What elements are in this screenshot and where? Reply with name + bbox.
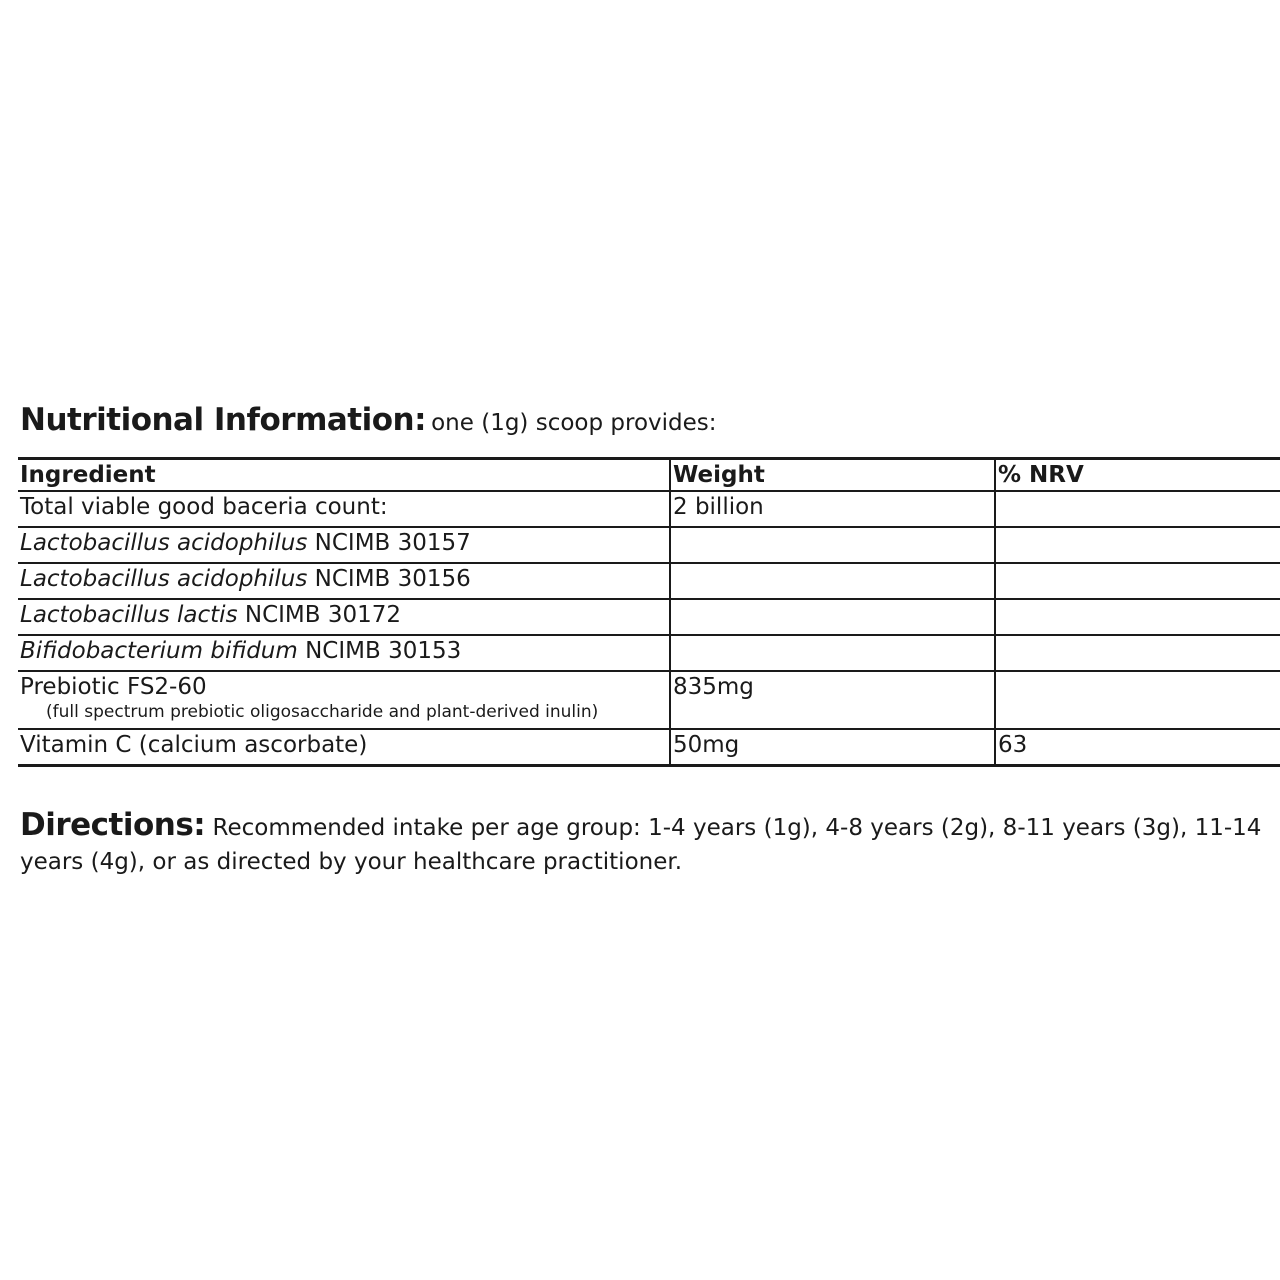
- nutrition-heading: [20, 402, 1260, 438]
- nrv-cell: [995, 599, 1280, 635]
- weight-cell: [670, 563, 995, 599]
- weight-cell: [670, 599, 995, 635]
- ingredient-text: NCIMB 30153: [297, 638, 462, 664]
- weight-cell: 835mg: [670, 671, 995, 729]
- nrv-cell: [995, 635, 1280, 671]
- ingredient-text: Vitamin C (calcium ascorbate): [20, 732, 368, 758]
- ingredient-text: NCIMB 30156: [307, 566, 471, 592]
- ingredient-cell: [18, 491, 670, 527]
- header-nrv: % NRV: [995, 459, 1280, 492]
- table-row: [18, 527, 1280, 563]
- table-row: [18, 491, 1280, 527]
- table-row: [18, 671, 1280, 729]
- table-row: [18, 563, 1280, 599]
- ingredient-cell: [18, 635, 670, 671]
- ingredient-italic: Lactobacillus acidophilus: [20, 566, 308, 592]
- nrv-cell: [995, 563, 1280, 599]
- nutrition-table: [18, 457, 1280, 767]
- ingredient-text: NCIMB 30157: [307, 530, 471, 556]
- weight-cell: 50mg: [670, 729, 995, 766]
- directions-label: Directions:: [20, 807, 206, 843]
- nrv-cell: 63: [995, 729, 1280, 766]
- ingredient-cell: [18, 527, 670, 563]
- ingredient-text: Total viable good baceria count:: [20, 494, 388, 520]
- ingredient-cell: [18, 563, 670, 599]
- ingredient-italic: Bifidobacterium bifidum: [20, 638, 298, 664]
- directions-text: Recommended intake per age group: 1-4 years (1g), 4-8 years (2g), 8-11 years (3g), 11-14 years (4g), or as directed by your healthcare practitioner.: [20, 815, 1262, 875]
- header-ingredient: Ingredient: [18, 459, 670, 492]
- ingredient-cell: [18, 671, 670, 729]
- weight-cell: 2 billion: [670, 491, 995, 527]
- ingredient-italic: Lactobacillus acidophilus: [20, 530, 308, 556]
- ingredient-text: NCIMB 30172: [237, 602, 402, 628]
- nutrition-title: Nutritional Information:: [20, 402, 427, 438]
- table-row: [18, 729, 1280, 766]
- ingredient-note: (full spectrum prebiotic oligosaccharide and plant-derived inulin): [46, 702, 599, 722]
- table-row: [18, 635, 1280, 671]
- ingredient-cell: [18, 729, 670, 766]
- table-row: [18, 599, 1280, 635]
- ingredient-cell: [18, 599, 670, 635]
- directions-block: [20, 808, 1270, 879]
- ingredient-italic: Lactobacillus lactis: [20, 602, 238, 628]
- nutrition-subtitle: one (1g) scoop provides:: [431, 410, 717, 436]
- table-header-row: [18, 459, 1280, 492]
- weight-cell: [670, 527, 995, 563]
- header-weight: Weight: [670, 459, 995, 492]
- nrv-cell: [995, 527, 1280, 563]
- weight-cell: [670, 635, 995, 671]
- nrv-cell: [995, 671, 1280, 729]
- ingredient-text: Prebiotic FS2-60: [20, 674, 207, 700]
- nrv-cell: [995, 491, 1280, 527]
